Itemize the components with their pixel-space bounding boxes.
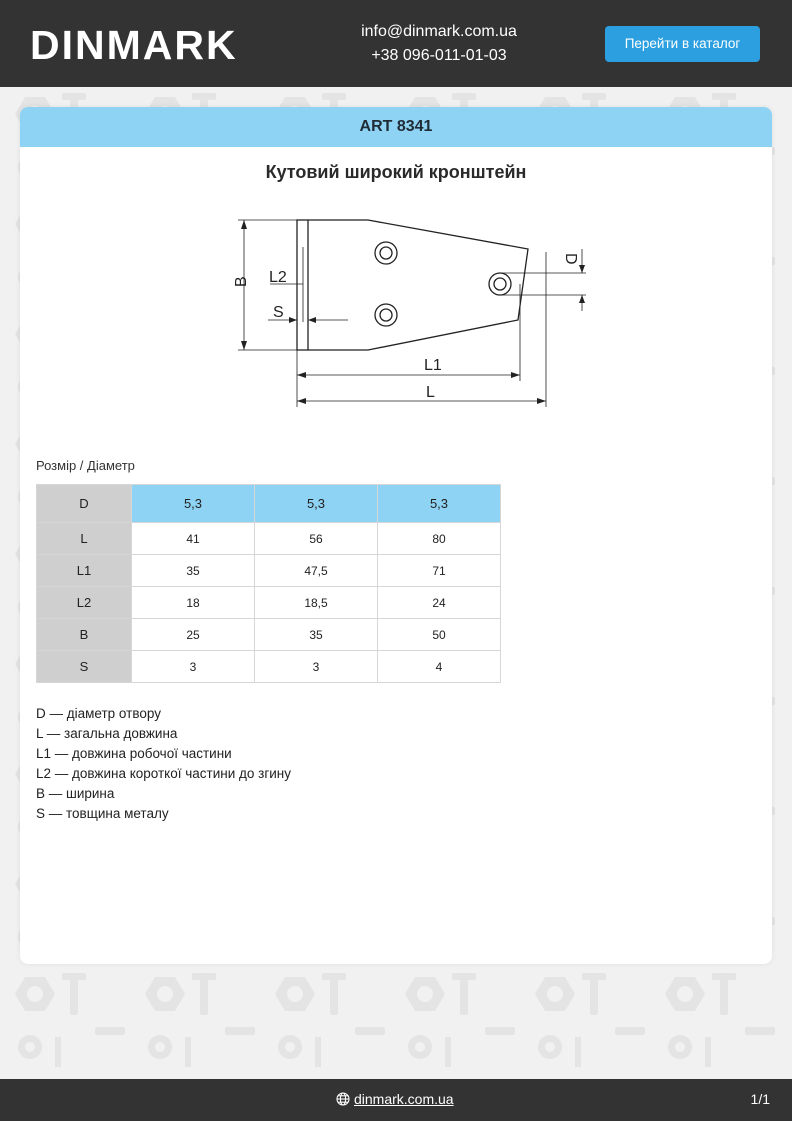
row-header: L1 — [37, 555, 132, 587]
table-cell: 35 — [255, 619, 378, 651]
table-cell: 35 — [132, 555, 255, 587]
label-L: L — [426, 384, 435, 401]
table-row — [37, 555, 501, 587]
footer — [0, 1079, 792, 1121]
legend-item: L — загальна довжина — [36, 726, 178, 741]
legend-item: S — товщина металу — [36, 806, 169, 821]
table-caption: Розмір / Діаметр — [36, 458, 135, 473]
table-cell: 3 — [132, 651, 255, 683]
row-header: S — [37, 651, 132, 683]
table-cell: 50 — [378, 619, 501, 651]
legend-item: B — ширина — [36, 786, 115, 801]
label-L2: L2 — [269, 269, 287, 286]
table-cell: 71 — [378, 555, 501, 587]
legend-item: L2 — довжина короткої частини до згину — [36, 766, 292, 781]
header — [0, 0, 792, 87]
legend-list — [36, 704, 291, 824]
table-cell: 25 — [132, 619, 255, 651]
hole-top — [375, 242, 397, 264]
site-link[interactable] — [336, 1091, 454, 1107]
dimensions-table — [36, 484, 501, 683]
row-header: L2 — [37, 587, 132, 619]
product-title: Кутовий широкий кронштейн — [265, 162, 527, 182]
phone-link[interactable]: +38 096-011-01-03 — [371, 47, 507, 64]
label-B: B — [233, 276, 250, 287]
table-row — [37, 619, 501, 651]
article-header: ART 8341 — [20, 107, 772, 147]
email-link[interactable]: info@dinmark.com.ua — [361, 23, 517, 40]
row-header: D — [37, 485, 132, 523]
table-cell: 5,3 — [255, 485, 378, 523]
table-cell: 3 — [255, 651, 378, 683]
row-header: B — [37, 619, 132, 651]
dinmark-logo[interactable] — [30, 24, 276, 64]
table-cell: 18,5 — [255, 587, 378, 619]
hole-bottom-inner — [380, 309, 392, 321]
label-D: D — [562, 253, 579, 265]
hole-end — [489, 273, 511, 295]
site-link-text: dinmark.com.ua — [354, 1091, 454, 1107]
label-S: S — [273, 304, 284, 321]
technical-drawing — [200, 207, 600, 527]
table-cell: 41 — [132, 523, 255, 555]
table-cell: 18 — [132, 587, 255, 619]
bracket-flange — [297, 220, 308, 350]
page-number: 1/1 — [750, 1091, 770, 1107]
table-row — [37, 523, 501, 555]
hole-end-inner — [494, 278, 506, 290]
table-cell: 80 — [378, 523, 501, 555]
contacts — [339, 20, 539, 68]
catalog-button[interactable]: Перейти в каталог — [605, 26, 760, 62]
product-card — [20, 107, 772, 964]
bracket-plate — [308, 220, 528, 350]
table-cell: 47,5 — [255, 555, 378, 587]
table-row — [37, 485, 501, 523]
table-cell: 4 — [378, 651, 501, 683]
table-cell: 24 — [378, 587, 501, 619]
legend-item: D — діаметр отвору — [36, 706, 161, 721]
row-header: L — [37, 523, 132, 555]
logo-text: DINMARK — [30, 24, 238, 64]
table-row — [37, 651, 501, 683]
hole-top-inner — [380, 247, 392, 259]
label-L1: L1 — [424, 357, 442, 374]
table-cell: 56 — [255, 523, 378, 555]
globe-icon — [336, 1092, 350, 1106]
table-cell: 5,3 — [378, 485, 501, 523]
table-row — [37, 587, 501, 619]
legend-item: L1 — довжина робочої частини — [36, 746, 232, 761]
table-cell: 5,3 — [132, 485, 255, 523]
hole-bottom — [375, 304, 397, 326]
